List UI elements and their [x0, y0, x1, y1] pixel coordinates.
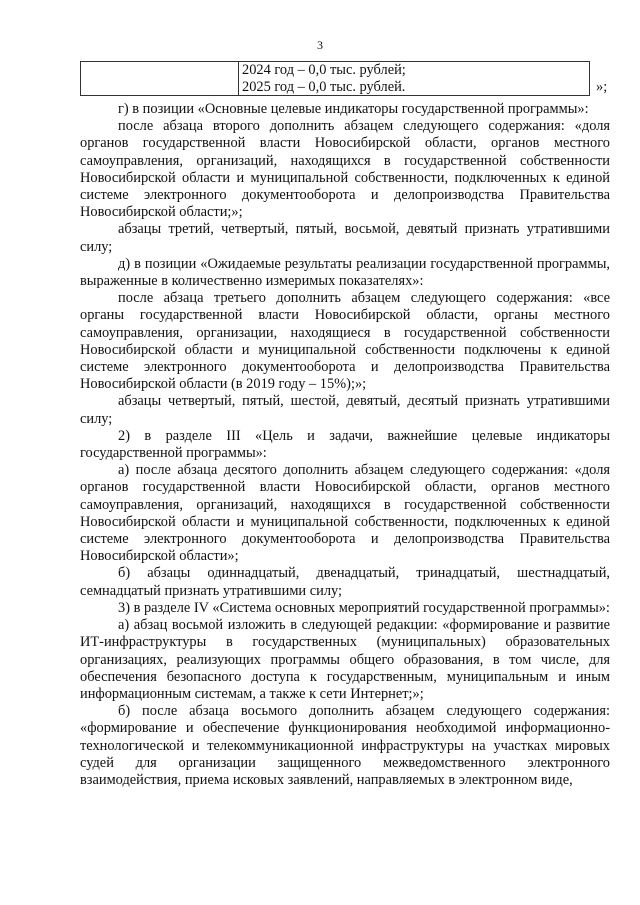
funding-table: [80, 61, 590, 96]
paragraph: б) абзацы одиннадцатый, двенадцатый, тринадцатый, шестнадцатый, семнадцатый признать утратившими силу;: [80, 565, 610, 599]
paragraph: абзацы третий, четвертый, пятый, восьмой, девятый признать утратившими силу;: [80, 221, 610, 255]
paragraph: после абзаца второго дополнить абзацем следующего содержания: «доля органов государственной власти Новосибирской области, органов местного самоуправления, организаций, находящихся в государственной собственности Новосибирской области и муниципальной собственности, подключенных к единой системе электронного документооборота и делопроизводства Правительства Новосибирской области;»;: [80, 118, 610, 221]
document-body: [80, 101, 610, 789]
paragraph: абзацы четвертый, пятый, шестой, девятый, десятый признать утратившими силу;: [80, 393, 610, 427]
table-column-divider: [238, 62, 239, 95]
page-number: 3: [317, 38, 323, 52]
table-cell: [242, 62, 406, 96]
quote-close-mark: »;: [596, 79, 608, 95]
paragraph: а) абзац восьмой изложить в следующей редакции: «формирование и развитие ИТ-инфраструктуры в государственных (муниципальных) образовательных организациях, реализующих программы общего образования, в том числе, для обеспечения безопасного доступа к государственным, муниципальным и иным информационным системам, а также к сети Интернет;»;: [80, 617, 610, 702]
paragraph: д) в позиции «Ожидаемые результаты реализации государственной программы, выраженные в количественно измеримых показателях»:: [80, 255, 610, 290]
table-row-2024: 2024 год – 0,0 тыс. рублей;: [242, 62, 406, 78]
paragraph: а) после абзаца десятого дополнить абзацем следующего содержания: «доля органов государственной власти Новосибирской области, органов местного самоуправления, организаций, находящихся в государственной собственности Новосибирской области и муниципальной собственности, подключенных к единой системе электронного документооборота и делопроизводства Правительства Новосибирской области»;: [80, 462, 610, 565]
paragraph: после абзаца третьего дополнить абзацем следующего содержания: «все органы государственной власти Новосибирской области, органы местного самоуправления, организации, находящиеся в государственной собственности Новосибирской области и муниципальной собственности подключены к единой системе электронного документооборота и делопроизводства Правительства Новосибирской области (в 2019 году – 15%);»;: [80, 290, 610, 393]
table-row-2025: 2025 год – 0,0 тыс. рублей.: [242, 79, 406, 96]
paragraph: 2) в разделе III «Цель и задачи, важнейшие целевые индикаторы государственной программы»:: [80, 427, 610, 462]
paragraph: 3) в разделе IV «Система основных мероприятий государственной программы»:: [118, 599, 610, 616]
paragraph: б) после абзаца восьмого дополнить абзацем следующего содержания: «формирование и обеспечение функционирования необходимой информационно-технологической и телекоммуникационной инфраструктуры на участках мировых судей для организации защищенного межведомственного электронного взаимодействия, приема исковых заявлений, направляемых в электронном виде,: [80, 703, 610, 788]
paragraph: г) в позиции «Основные целевые индикаторы государственной программы»:: [118, 101, 589, 117]
